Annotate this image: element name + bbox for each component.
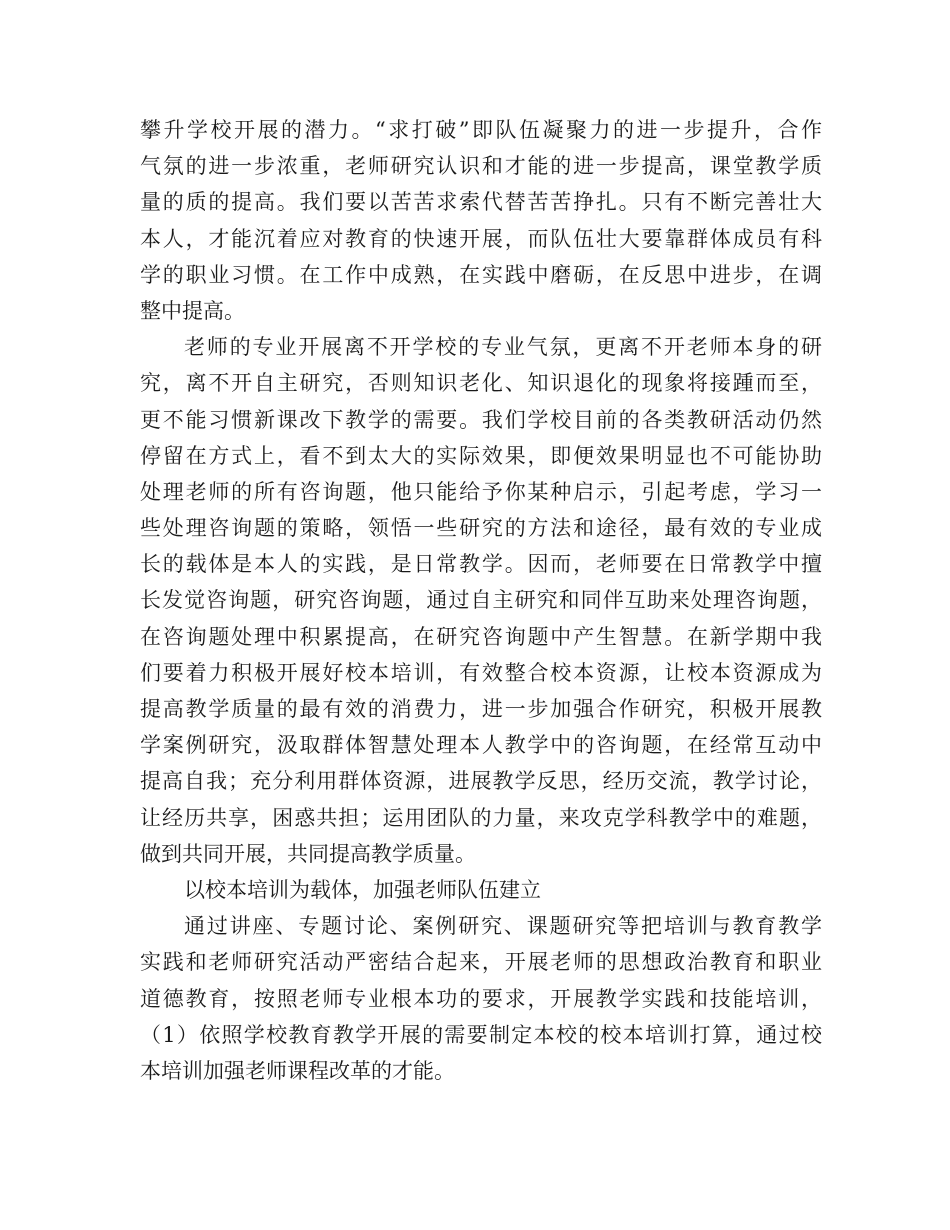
text-line: 究，离不开自主研究，否则知识老化、知识退化的现象将接踵而至， [140,371,822,396]
text-line: 长的载体是本人的实践，是日常教学。因而，老师要在日常教学中擅 [140,552,822,577]
text-line: 本培训加强老师课程改革的才能。 [140,1058,455,1083]
text-line: 老师的专业开展离不开学校的专业气氛，更离不开老师本身的研 [184,335,822,360]
text-line: 本人，才能沉着应对教育的快速开展，而队伍壮大要靠群体成员有科 [140,226,822,251]
text-line: 提高教学质量的最有效的消费力，进一步加强合作研究，积极开展教 [140,697,822,721]
text-line: 做到共同开展，共同提高教学质量。 [140,841,476,866]
text-line: 学案例研究，汲取群体智慧处理本人教学中的咨询题，在经常互动中 [140,733,822,758]
section-heading: 以校本培训为载体，加强老师队伍建立 [184,877,541,902]
text-line: 停留在方式上，看不到太大的实际效果，即便效果明显也不可能协助 [140,443,822,468]
text-line: 学的职业习惯。在工作中成熟，在实践中磨砺，在反思中进步，在调 [140,262,822,287]
body-text [140,112,822,1089]
text-line: 攀升学校开展的潜力。“求打破”即队伍凝聚力的进一步提升，合作 [140,118,822,142]
text-line: 处理老师的所有咨询题，他只能给予你某种启示，引起考虑，学习一 [140,479,822,504]
text-line: 些处理咨询题的策略，领悟一些研究的方法和途径，最有效的专业成 [140,516,822,541]
text-line: 量的质的提高。我们要以苦苦求索代替苦苦挣扎。只有不断完善壮大 [140,190,822,215]
text-line: 在咨询题处理中积累提高，在研究咨询题中产生智慧。在新学期中我 [140,624,822,649]
text-line: 长发觉咨询题，研究咨询题，通过自主研究和同伴互助来处理咨询题， [140,588,822,613]
text-line: 气氛的进一步浓重，老师研究认识和才能的进一步提高，课堂教学质 [140,154,822,179]
text-line: 更不能习惯新课改下教学的需要。我们学校目前的各类教研活动仍然 [140,407,822,432]
text-line: 道德教育，按照老师专业根本功的要求，开展教学实践和技能培训， [140,986,822,1011]
text-line: 们要着力积极开展好校本培训，有效整合校本资源，让校本资源成为 [140,660,822,685]
text-line: 通过讲座、专题讨论、案例研究、课题研究等把培训与教育教学 [184,914,822,939]
text-line: 提高自我；充分利用群体资源，进展教学反思，经历交流，教学讨论， [140,769,822,794]
text-line: 实践和老师研究活动严密结合起来，开展老师的思想政治教育和职业 [140,950,822,975]
text-line: （1）依照学校教育教学开展的需要制定本校的校本培训打算，通过校 [140,1022,822,1047]
text-line: 整中提高。 [140,298,245,323]
text-line: 让经历共享，困惑共担；运用团队的力量，来攻克学科教学中的难题， [140,805,822,830]
